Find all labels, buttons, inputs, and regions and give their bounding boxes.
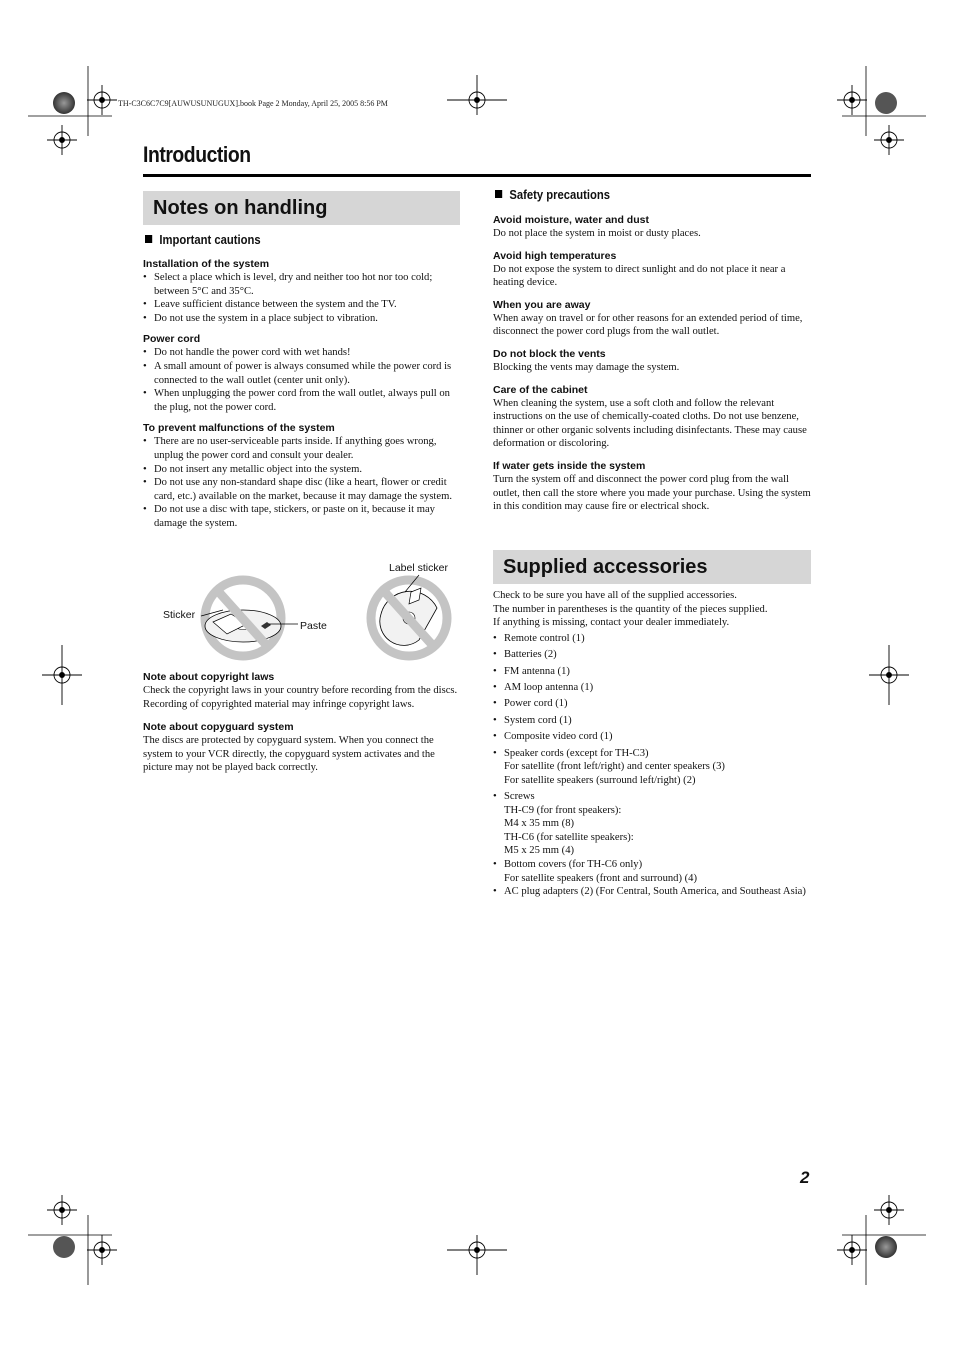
bottom-covers-line: • Bottom covers (for TH-C6 only) (504, 859, 643, 871)
malfunction-list (143, 435, 461, 530)
accessories-intro: If anything is missing, contact your dealer immediately. (493, 617, 730, 629)
list-item: • Select a place which is level, dry and neither too hot nor too cold; between 5°C and 35°C. (143, 271, 461, 298)
list-item: • Do not use the system in a place subject to vibration. (143, 312, 461, 326)
title-rule (143, 174, 811, 177)
copyright-heading: Note about copyright laws (143, 671, 275, 683)
important-cautions-heading: Important cautions (145, 233, 261, 247)
screws-line: TH-C9 (for front speakers): (504, 804, 622, 816)
list-item (493, 747, 811, 788)
square-bullet-icon (495, 190, 502, 198)
speaker-cords-line: For satellite (front left/right) and center speakers (3) (504, 761, 725, 773)
power-cord-heading: Power cord (143, 333, 201, 346)
vents-text: Blocking the vents may damage the system. (493, 361, 680, 373)
screws-line: TH-C6 (for satellite speakers): (504, 831, 634, 843)
list-item: • FM antenna (1) (493, 665, 811, 679)
copyguard-heading: Note about copyguard system (143, 721, 294, 734)
temperature-text: Do not expose the system to direct sunlight and do not place it near a heating device. (493, 263, 786, 289)
screws-line: • Screws (504, 791, 535, 803)
list-item: • System cord (1) (493, 714, 811, 728)
list-item: • AM loop antenna (1) (493, 681, 811, 695)
list-item: • There are no user-serviceable parts inside. If anything goes wrong, unplug the power cord and consult your dealer. (143, 435, 461, 462)
temperature-heading: Avoid high temperatures (493, 249, 617, 262)
page-number: 2 (800, 1168, 810, 1187)
square-bullet-icon (145, 235, 152, 243)
screws-line: M4 x 35 mm (8) (504, 818, 575, 830)
list-item: • Batteries (2) (493, 648, 811, 662)
accessories-intro: Check to be sure you have all of the supplied accessories. (493, 590, 737, 601)
moisture-heading: Avoid moisture, water and dust (493, 214, 649, 226)
bottom-covers-line: For satellite speakers (front and surround) (4) (504, 872, 697, 884)
list-item: • Do not use a disc with tape, stickers, or paste on it, because it may damage the system. (143, 503, 461, 530)
cabinet-heading: Care of the cabinet (493, 383, 588, 396)
list-item (493, 858, 811, 885)
vents-heading: Do not block the vents (493, 347, 606, 360)
list-item: • Do not handle the power cord with wet hands! (143, 346, 461, 360)
water-text: Turn the system off and disconnect the power cord plug from the wall outlet, then call the store where you made your purchase. Using the system in this condition may cause fire or electrical shock. (493, 473, 811, 513)
list-item: • A small amount of power is always consumed while the power cord is connected to the wall outlet (center unit only). (143, 360, 461, 387)
water-heading: If water gets inside the system (493, 459, 646, 472)
notes-on-handling-banner (143, 191, 460, 225)
label-sticker-caption: Label sticker (389, 562, 448, 574)
disc-warning-figure (143, 560, 461, 665)
list-item: • AC plug adapters (2) (For Central, South America, and Southeast Asia) (493, 885, 811, 899)
cabinet-text: When cleaning the system, use a soft cloth and follow the relevant instructions on the use of chemically-coated cloths. Do not use benzene, thinner or other organic solvents including disinfectants. These may cause deformation or discoloring. (493, 397, 807, 450)
copyguard-text: The discs are protected by copyguard system. When you connect the system to your VCR directly, the copyguard system activates and the picture may not be played back correctly. (143, 735, 435, 774)
speaker-cords-line: • Speaker cords (except for TH-C3) (504, 747, 649, 759)
installation-list (143, 271, 461, 325)
list-item: • Composite video cord (1) (493, 730, 811, 744)
screws-line: M5 x 25 mm (4) (504, 845, 575, 857)
moisture-text: Do not place the system in moist or dusty places. (493, 228, 701, 239)
list-item: • When unplugging the power cord from the wall outlet, always pull on the plug, not the power cord. (143, 387, 461, 414)
sticker-caption: Sticker (163, 609, 196, 621)
away-heading: When you are away (493, 298, 591, 311)
accessories-column (493, 589, 811, 899)
list-item: • Power cord (1) (493, 697, 811, 711)
file-info-line: TH-C3C6C7C9[AUWUSUNUGUX].book Page 2 Monday, April 25, 2005 8:56 PM (118, 99, 388, 108)
accessories-intro: The number in parentheses is the quantity of the pieces supplied. (493, 603, 768, 615)
banner-text: Notes on handling (153, 196, 328, 219)
copyright-text: Check the copyright laws in your country before recording from the discs. Recording of copyrighted material may infringe copyright laws. (143, 685, 458, 710)
banner-text: Supplied accessories (503, 555, 708, 578)
safety-precautions-heading: Safety precautions (495, 188, 610, 202)
malfunction-heading: To prevent malfunctions of the system (143, 422, 335, 435)
accessories-list (493, 632, 811, 899)
list-item: • Remote control (1) (493, 632, 811, 646)
list-item (493, 790, 811, 858)
page-title: Introduction (143, 142, 251, 167)
paste-caption: Paste (300, 620, 327, 632)
power-cord-list (143, 346, 461, 414)
supplied-accessories-banner (493, 550, 811, 584)
notes-column (143, 257, 461, 531)
list-item: • Leave sufficient distance between the system and the TV. (143, 298, 461, 312)
safety-column (493, 213, 811, 514)
installation-heading: Installation of the system (143, 258, 270, 270)
list-item: • Do not use any non-standard shape disc (like a heart, flower or credit card, etc.) available on the market, because it may damage the system. (143, 476, 461, 503)
away-text: When away on travel or for other reasons for an extended period of time, disconnect the power cord plugs from the wall outlet. (493, 312, 803, 338)
speaker-cords-line: For satellite speakers (surround left/right) (2) (504, 774, 696, 786)
copyright-section (143, 670, 461, 775)
list-item: • Do not insert any metallic object into the system. (143, 463, 461, 477)
